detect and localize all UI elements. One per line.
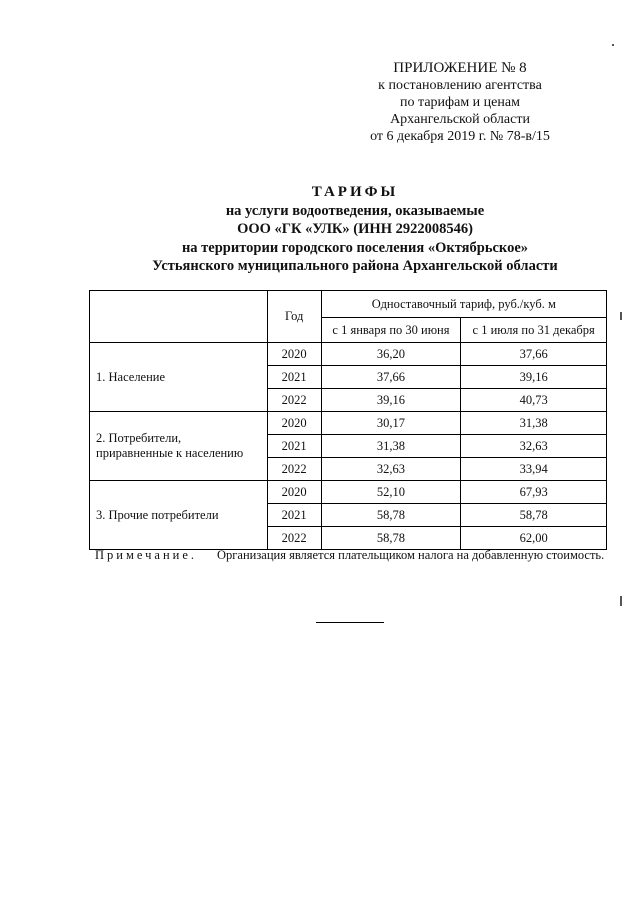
tariff-h1-cell: 36,20 [321,343,461,366]
year-cell: 2022 [267,389,321,412]
table-header-row [90,291,607,318]
tariff-h1-cell: 58,78 [321,504,461,527]
tariff-table [89,290,607,550]
document-title [90,183,620,276]
appendix-block [340,60,580,145]
tariff-h2-cell: 37,66 [461,343,607,366]
title-line-1: на услуги водоотведения, оказываемые [225,202,485,219]
table-row [90,412,607,435]
closing-line [316,622,384,623]
tariff-h2-cell: 67,93 [461,481,607,504]
note-text: Организация является плательщиком налога на добавленную стоимость. [217,548,605,562]
category-cell: 3. Прочие потребители [90,481,268,550]
tariff-h2-cell: 40,73 [461,389,607,412]
header-period-1: с 1 января по 30 июня [321,318,461,343]
scan-mark [612,44,614,46]
appendix-line-4: от 6 декабря 2019 г. № 78-в/15 [370,129,550,144]
tariff-h2-cell: 31,38 [461,412,607,435]
appendix-line-1: к постановлению агентства [378,78,542,93]
appendix-line-3: Архангельской области [390,112,530,127]
tariff-h2-cell: 32,63 [461,435,607,458]
appendix-heading: ПРИЛОЖЕНИЕ № 8 [393,60,527,76]
year-cell: 2022 [267,458,321,481]
header-tariff: Одноставочный тариф, руб./куб. м [321,291,606,318]
tariff-h2-cell: 39,16 [461,366,607,389]
year-cell: 2020 [267,481,321,504]
tariff-h1-cell: 31,38 [321,435,461,458]
table-row [90,481,607,504]
tariff-h1-cell: 32,63 [321,458,461,481]
tariff-h1-cell: 39,16 [321,389,461,412]
tariff-h1-cell: 30,17 [321,412,461,435]
year-cell: 2021 [267,366,321,389]
tariff-h2-cell: 33,94 [461,458,607,481]
year-cell: 2021 [267,435,321,458]
tariff-h2-cell: 62,00 [461,527,607,550]
tariff-h1-cell: 37,66 [321,366,461,389]
category-cell: 2. Потребители, приравненные к населению [90,412,268,481]
year-cell: 2021 [267,504,321,527]
table-row [90,343,607,366]
tariff-h1-cell: 58,78 [321,527,461,550]
title-line-3: на территории городского поселения «Октябрьское» [181,239,529,256]
scan-mark [620,596,622,606]
category-cell: 1. Население [90,343,268,412]
header-year: Год [267,291,321,343]
tariff-h2-cell: 58,78 [461,504,607,527]
year-cell: 2022 [267,527,321,550]
scan-mark [620,312,622,320]
title-line-4: Устьянского муниципального района Архангельской области [152,258,558,274]
tariff-h1-cell: 52,10 [321,481,461,504]
title-main: ТАРИФЫ [311,184,399,200]
header-category-cell [90,291,268,343]
year-cell: 2020 [267,412,321,435]
header-period-2: с 1 июля по 31 декабря [461,318,607,343]
note-label: Примечание. [95,548,198,562]
year-cell: 2020 [267,343,321,366]
appendix-line-2: по тарифам и ценам [400,95,520,110]
title-line-2: ООО «ГК «УЛК» (ИНН 2922008546) [237,221,473,237]
